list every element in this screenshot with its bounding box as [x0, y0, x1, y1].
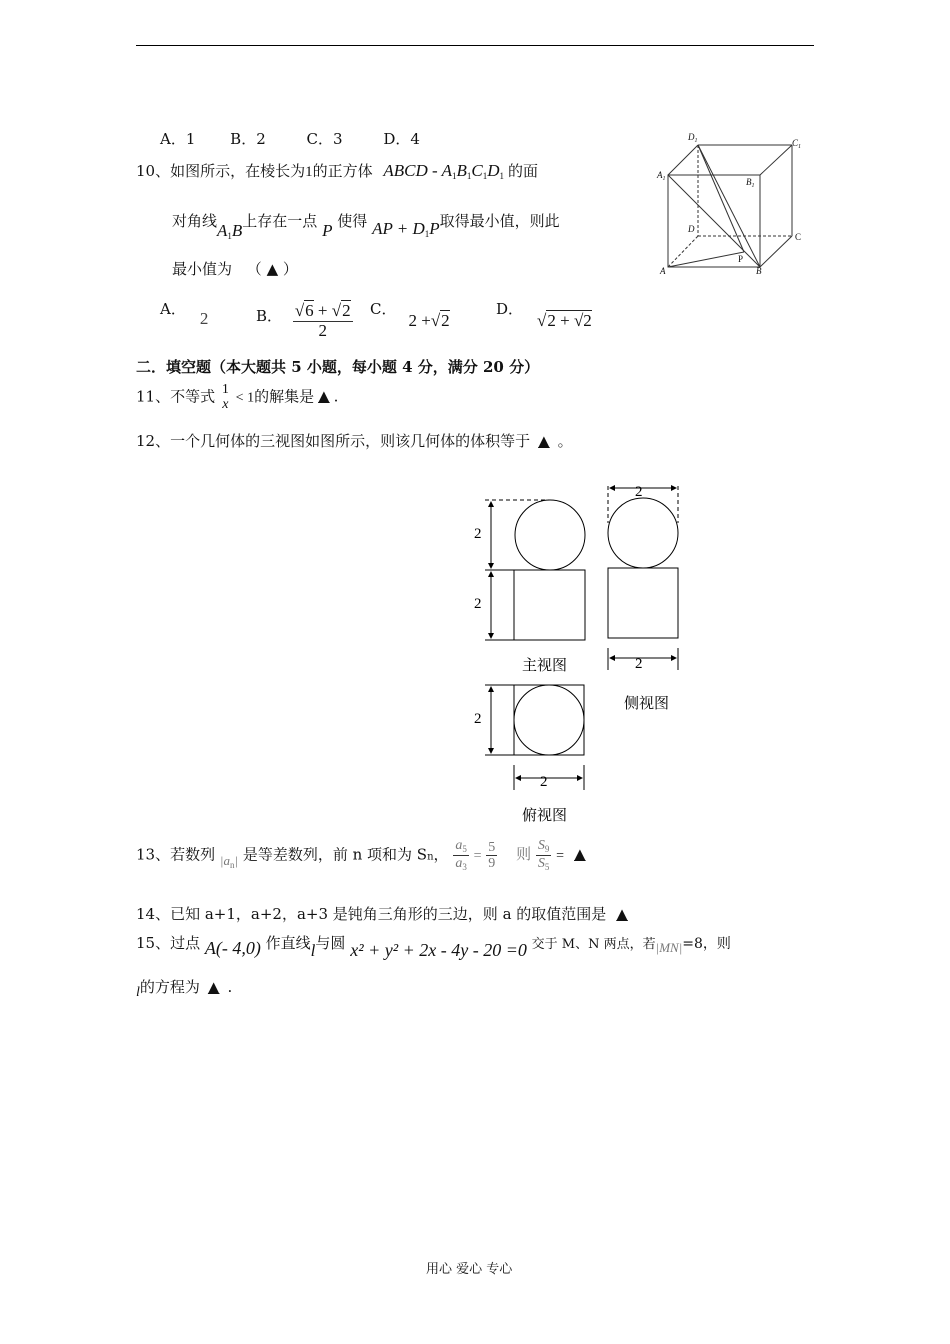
cube-figure — [654, 128, 806, 278]
q10-option-a: A． 2 — [160, 300, 209, 328]
top-dim-left: 2 — [474, 711, 482, 727]
point-p: P — [322, 221, 333, 240]
q15-line2: l的方程为 ▲ . — [136, 978, 233, 1000]
q10-option-b: B． $\frac{√6 + √2}{2}$ — [256, 301, 351, 340]
label-a1: $A_1$ — [657, 170, 666, 182]
q9-choices — [160, 128, 420, 149]
q9-choice-a: A．1 — [160, 130, 196, 148]
label-p: P — [738, 254, 744, 264]
section-2-heading: 二．填空题（本大题共 5 小题，每小题 4 分，满分 20 分） — [136, 358, 540, 376]
min-expr: AP + $D_1P$ — [372, 219, 440, 239]
q10-line2: 对角线$A_1B$上存在一点 P 使得 AP + $D_1P$取得最小值，则此 — [172, 212, 560, 241]
page-footer: 用心 爱心 专心 — [426, 1262, 513, 1277]
q15-line1: 15、过点 A(- 4,0) 作直线l与圆 x² + y² + 2x - 4y - 20 =0 交于 M、N 两点，若|MN|=8，则 — [136, 934, 731, 960]
side-dim-top: 2 — [635, 484, 643, 500]
front-view-label: 主视图 — [522, 656, 568, 674]
side-view-label: 侧视图 — [624, 694, 670, 712]
front-dim-bottom: 2 — [474, 596, 482, 612]
q10-line3: 最小值为 （ ▲ ） — [172, 260, 298, 278]
label-b: B — [756, 266, 762, 276]
cube-name: ABCD - $A_1B_1C_1D_1$ — [383, 161, 505, 181]
q13: 13、若数列 $|a_n|$ 是等差数列，前 n 项和为 Sn， $\frac{a_5}{a_3}$ = $\frac{5}{9}$ 则 $\frac{S_9}{S_5}$ = ▲ — [136, 838, 586, 872]
q10-line1: 10、如图所示，在棱长为1的正方体 ABCD - $A_1B_1C_1D_1$ 的面 — [136, 161, 539, 181]
label-c: C — [795, 232, 802, 242]
front-dim-top: 2 — [474, 526, 482, 542]
label-b1: $B_1$ — [746, 177, 755, 189]
q12: 12、一个几何体的三视图如图所示，则该几何体的体积等于 ▲ 。 — [136, 432, 573, 450]
label-d: D — [688, 224, 695, 234]
three-view-figure — [460, 478, 700, 828]
label-a: A — [660, 266, 666, 276]
top-dim-bottom: 2 — [540, 774, 548, 790]
q10-option-c: C．2 +√2 — [370, 300, 450, 330]
diag-a1b: $A_1B$ — [217, 221, 243, 241]
q14: 14、已知 a+1，a+2，a+3 是钝角三角形的三边，则 a 的取值范围是 ▲ — [136, 905, 628, 923]
q9-choice-b: B．2 — [230, 130, 266, 148]
label-d1: $D_1$ — [688, 132, 698, 144]
q10-option-d: D．√2 + √2 — [496, 300, 592, 330]
top-view-label: 俯视图 — [522, 806, 568, 824]
label-c1: $C_1$ — [792, 138, 802, 150]
q11: 11、不等式 1 x < 1的解集是 ▲ . — [136, 382, 339, 413]
q9-choice-d: D．4 — [383, 130, 420, 148]
side-dim-bottom: 2 — [635, 656, 643, 672]
header-rule — [136, 45, 814, 46]
q9-choice-c: C．3 — [306, 130, 343, 148]
